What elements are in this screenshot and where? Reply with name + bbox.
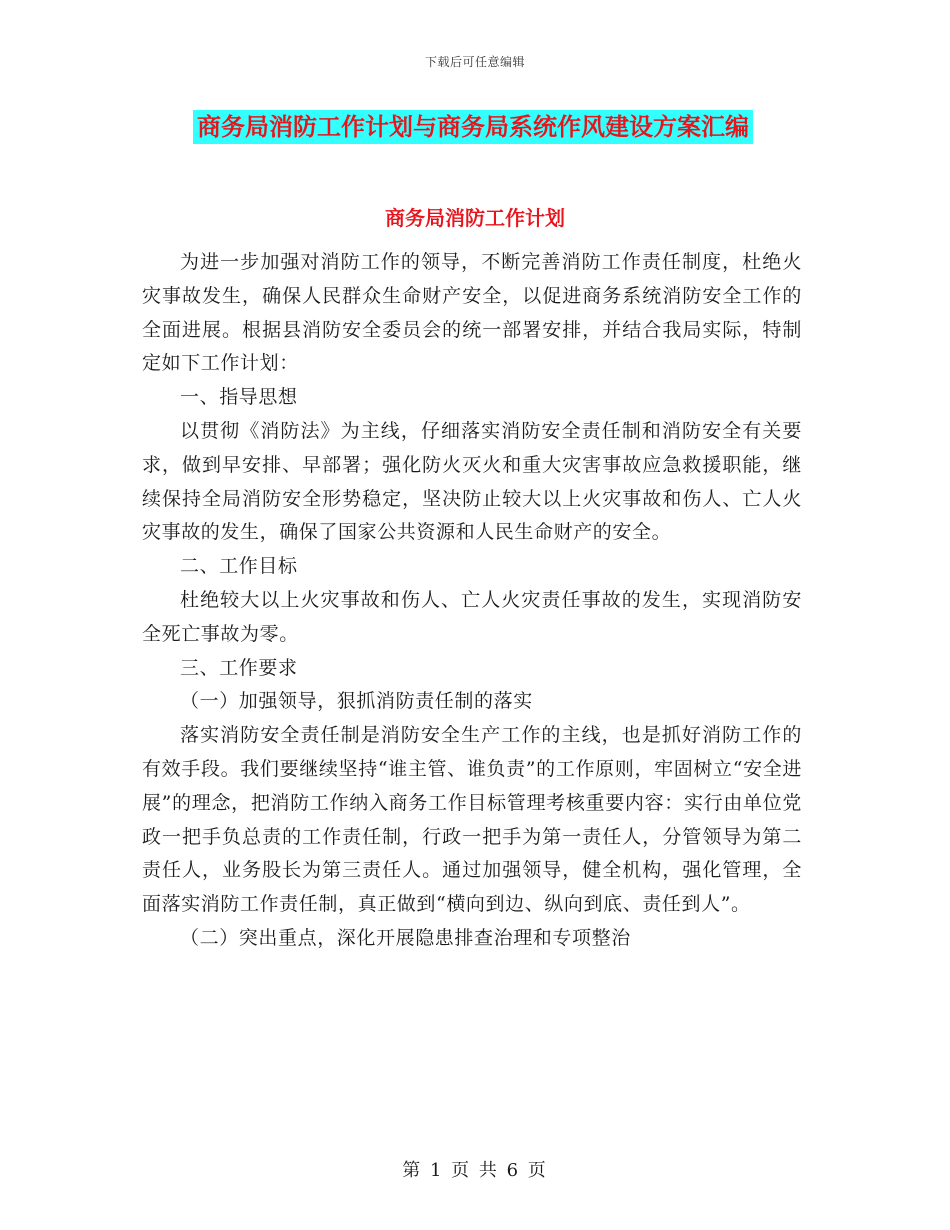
paragraph-work-goals: 杜绝较大以上火灾事故和伤人、亡人火灾责任事故的发生，实现消防安全死亡事故为零。: [142, 588, 802, 645]
subheading-key-points: （二）突出重点，深化开展隐患排查治理和专项整治: [180, 926, 631, 949]
heading-guiding-ideology: 一、指导思想: [180, 386, 298, 409]
page-footer: 第 1 页 共 6 页: [402, 1160, 548, 1181]
section-title: 商务局消防工作计划: [385, 206, 565, 230]
header-note: 下载后可任意编辑: [424, 55, 525, 69]
document-body: [142, 246, 802, 956]
main-title: 商务局消防工作计划与商务局系统作风建设方案汇编: [193, 110, 753, 144]
subheading-leadership: （一）加强领导，狠抓消防责任制的落实: [180, 690, 533, 713]
paragraph-leadership: 落实消防安全责任制是消防安全生产工作的主线，也是抓好消防工作的有效手段。我们要继续坚持“谁主管、谁负责”的工作原则，牢固树立“安全进展”的理念，把消防工作纳入商务工作目标管理考核重要内容：实行由单位党政一把手负总责的工作责任制，行政一把手为第一责任人，分管领导为第二责任人，业务股长为第三责任人。通过加强领导，健全机构，强化管理，全面落实消防工作责任制，真正做到“横向到边、纵向到底、责任到人”。: [142, 724, 802, 916]
paragraph-guiding-ideology: 以贯彻《消防法》为主线，仔细落实消防安全责任制和消防安全有关要求，做到早安排、早部署；强化防火灭火和重大灾害事故应急救援职能，继续保持全局消防安全形势稳定，坚决防止较大以上火灾事故和伤人、亡人火灾事故的发生，确保了国家公共资源和人民生命财产的安全。: [142, 419, 802, 544]
heading-work-goals: 二、工作目标: [180, 555, 298, 578]
heading-work-requirements: 三、工作要求: [180, 656, 298, 679]
paragraph-intro: 为进一步加强对消防工作的领导，不断完善消防工作责任制度，杜绝火灾事故发生，确保人民群众生命财产安全，以促进商务系统消防安全工作的全面进展。根据县消防安全委员会的统一部署安排，并结合我局实际，特制定如下工作计划：: [142, 251, 802, 375]
